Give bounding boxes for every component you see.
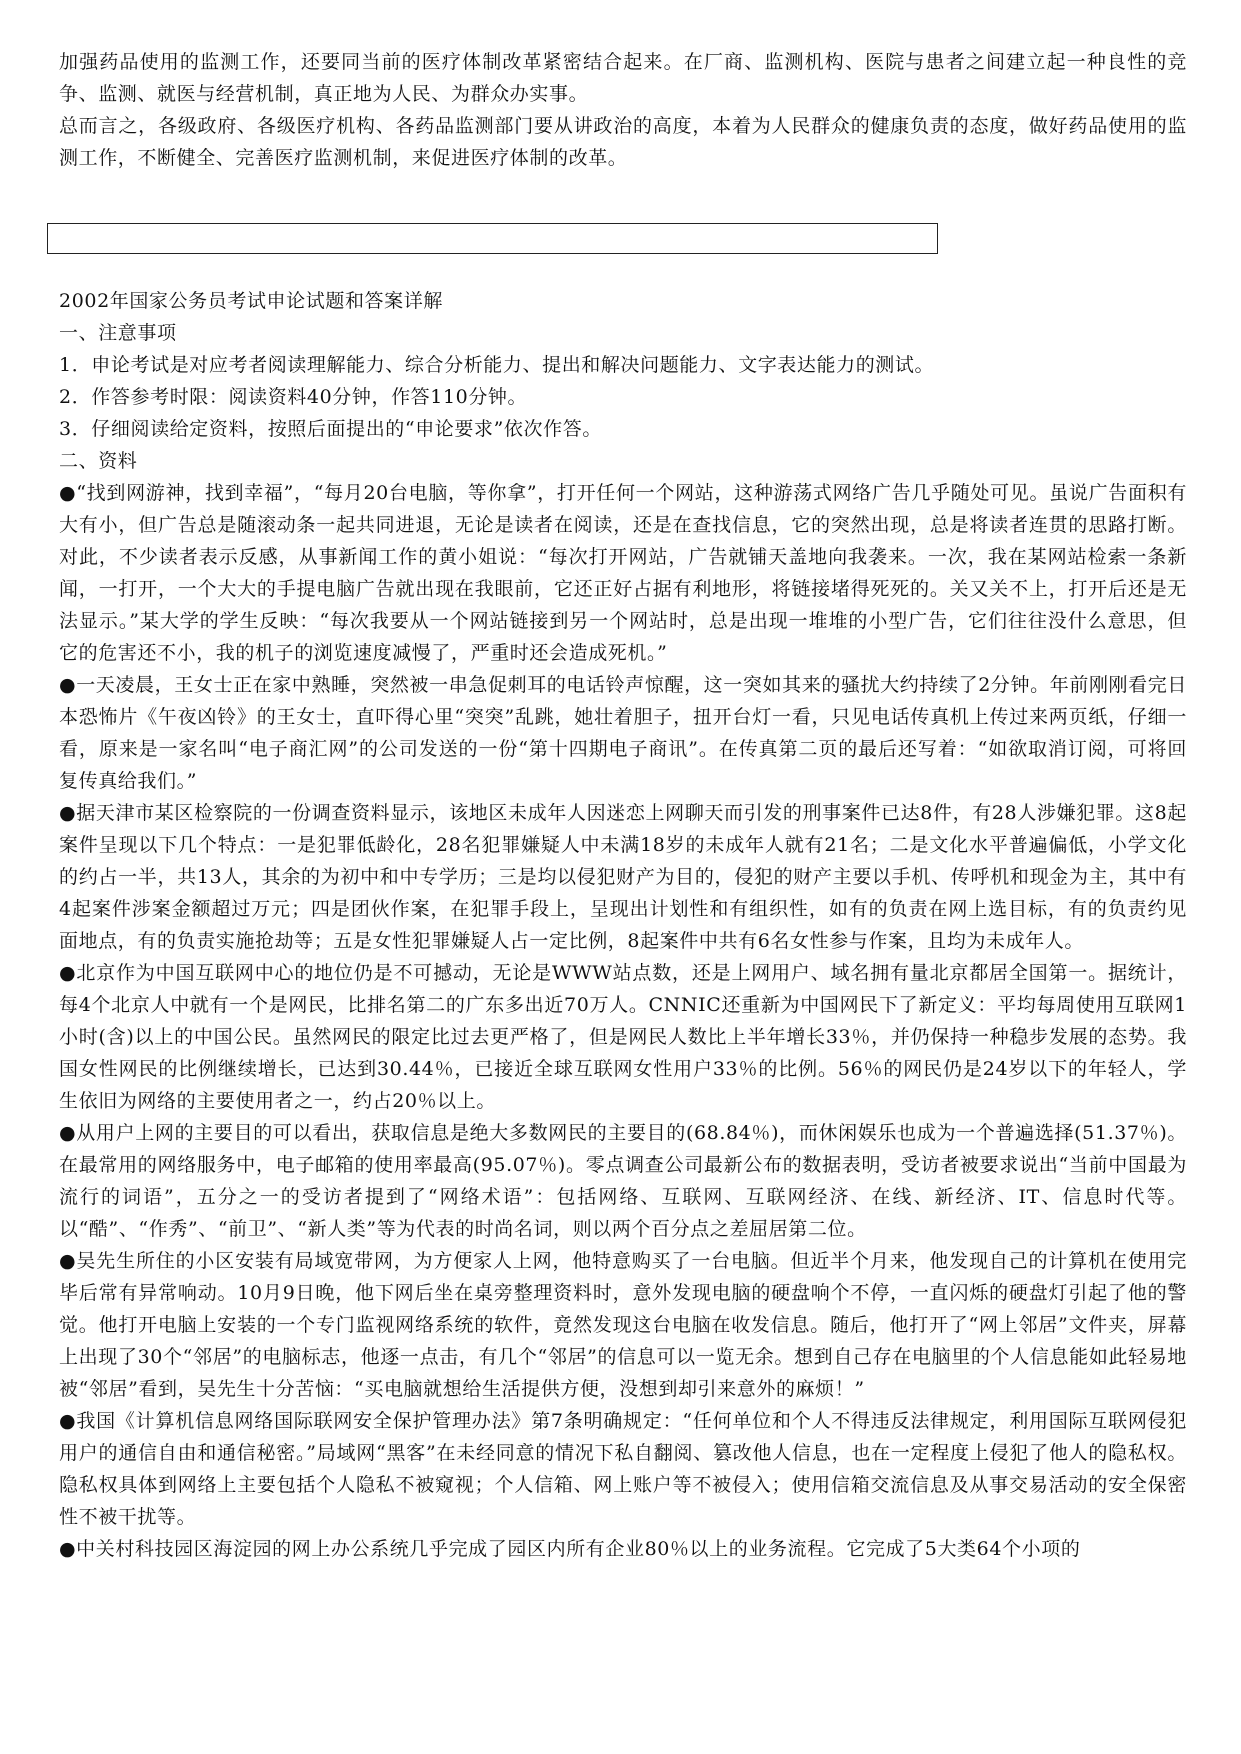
paragraph: 加强药品使用的监测工作，还要同当前的医疗体制改革紧密结合起来。在厂商、监测机构、医院与患者之间建立起一种良性的竞争、监测、就医与经营机制，真正地为人民、为群众办实事。 (59, 51, 1187, 105)
previous-text-section (59, 46, 1187, 174)
paragraph: 总而言之，各级政府、各级医疗机构、各药品监测部门要从讲政治的高度，本着为人民群众的健康负责的态度，做好药品使用的监测工作，不断健全、完善医疗监测机制，来促进医疗体制的改革。 (59, 115, 1187, 169)
material-paragraph: ●吴先生所住的小区安装有局域宽带网，为方便家人上网，他特意购买了一台电脑。但近半个月来，他发现自己的计算机在使用完毕后常有异常响动。10月9日晚，他下网后坐在桌旁整理资料时，意外发现电脑的硬盘响个不停，一直闪烁的硬盘灯引起了他的警觉。他打开电脑上安装的一个专门监视网络系统的软件，竟然发现这台电脑在收发信息。随后，他打开了“网上邻居”文件夹，屏幕上出现了30个“邻居”的电脑标志，他逐一点击，有几个“邻居”的信息可以一览无余。想到自己存在电脑里的个人信息能如此轻易地被“邻居”看到，吴先生十分苦恼：“买电脑就想给生活提供方便，没想到却引来意外的麻烦！” (59, 1250, 1187, 1400)
material-paragraph: ●从用户上网的主要目的可以看出，获取信息是绝大多数网民的主要目的(68.84％)，而休闲娱乐也成为一个普遍选择(51.37％)。在最常用的网络服务中，电子邮箱的使用率最高(95.07％)。零点调查公司最新公布的数据表明，受访者被要求说出“当前中国最为流行的词语”，五分之一的受访者提到了“网络术语”：包括网络、互联网、互联网经济、在线、新经济、IT、信息时代等。以“酷”、“作秀”、“前卫”、“新人类”等为代表的时尚名词，则以两个百分点之差屈居第二位。 (59, 1122, 1187, 1240)
list-item: 1．申论考试是对应考者阅读理解能力、综合分析能力、提出和解决问题能力、文字表达能力的测试。 (59, 354, 935, 376)
material-paragraph: ●“找到网游神，找到幸福”，“每月20台电脑，等你拿”，打开任何一个网站，这种游荡式网络广告几乎随处可见。虽说广告面积有大有小，但广告总是随滚动条一起共同进退，无论是读者在阅读，还是在查找信息，它的突然出现，总是将读者连贯的思路打断。对此，不少读者表示反感，从事新闻工作的黄小姐说：“每次打开网站，广告就铺天盖地向我袭来。一次，我在某网站检索一条新闻，一打开，一个大大的手提电脑广告就出现在我眼前，它还正好占据有利地形，将链接堵得死死的。关又关不上，打开后还是无法显示。”某大学的学生反映：“每次我要从一个网站链接到另一个网站时，总是出现一堆堆的小型广告，它们往往没什么意思，但它的危害还不小，我的机子的浏览速度减慢了，严重时还会造成死机。” (59, 482, 1187, 664)
empty-text-box (47, 223, 938, 254)
material-paragraph: ●我国《计算机信息网络国际联网安全保护管理办法》第7条明确规定：“任何单位和个人不得违反法律规定，利用国际互联网侵犯用户的通信自由和通信秘密。”局域网“黑客”在未经同意的情况下私自翻阅、篡改他人信息，也在一定程度上侵犯了他人的隐私权。隐私权具体到网络上主要包括个人隐私不被窥视；个人信箱、网上账户等不被侵入；使用信箱交流信息及从事交易活动的安全保密性不被干扰等。 (59, 1410, 1187, 1528)
heading-materials: 二、资料 (59, 450, 138, 472)
material-paragraph: ●一天凌晨，王女士正在家中熟睡，突然被一串急促刺耳的电话铃声惊醒，这一突如其来的骚扰大约持续了2分钟。年前刚刚看完日本恐怖片《午夜凶铃》的王女士，直吓得心里“突突”乱跳，她壮着胆子，扭开台灯一看，只见电话传真机上传过来两页纸，仔细一看，原来是一家名叫“电子商汇网”的公司发送的一份“第十四期电子商讯”。在传真第二页的最后还写着：“如欲取消订阅，可将回复传真给我们。” (59, 674, 1187, 792)
section-title: 2002年国家公务员考试申论试题和答案详解 (59, 290, 443, 312)
heading-notes: 一、注意事项 (59, 322, 177, 344)
material-paragraph: ●据天津市某区检察院的一份调查资料显示，该地区未成年人因迷恋上网聊天而引发的刑事案件已达8件，有28人涉嫌犯罪。这8起案件呈现以下几个特点：一是犯罪低龄化，28名犯罪嫌疑人中未满18岁的未成年人就有21名；二是文化水平普遍偏低，小学文化的约占一半，共13人，其余的为初中和中专学历；三是均以侵犯财产为目的，侵犯的财产主要以手机、传呼机和现金为主，其中有4起案件涉案金额超过万元；四是团伙作案，在犯罪手段上，呈现出计划性和有组织性，如有的负责在网上选目标，有的负责约见面地点，有的负责实施抢劫等；五是女性犯罪嫌疑人占一定比例，8起案件中共有6名女性参与作案，且均为未成年人。 (59, 802, 1187, 952)
material-paragraph: ●中关村科技园区海淀园的网上办公系统几乎完成了园区内所有企业80％以上的业务流程。它完成了5大类64个小项的 (59, 1538, 1081, 1560)
list-item: 3．仔细阅读给定资料，按照后面提出的“申论要求”依次作答。 (59, 418, 602, 440)
exam-section (59, 285, 1187, 1565)
list-item: 2．作答参考时限：阅读资料40分钟，作答110分钟。 (59, 386, 528, 408)
material-paragraph: ●北京作为中国互联网中心的地位仍是不可撼动，无论是WWW站点数，还是上网用户、域名拥有量北京都居全国第一。据统计，每4个北京人中就有一个是网民，比排名第二的广东多出近70万人。CNNIC还重新为中国网民下了新定义：平均每周使用互联网1小时(含)以上的中国公民。虽然网民的限定比过去更严格了，但是网民人数比上半年增长33％，并仍保持一种稳步发展的态势。我国女性网民的比例继续增长，已达到30.44％，已接近全球互联网女性用户33％的比例。56％的网民仍是24岁以下的年轻人，学生依旧为网络的主要使用者之一，约占20％以上。 (59, 962, 1187, 1112)
